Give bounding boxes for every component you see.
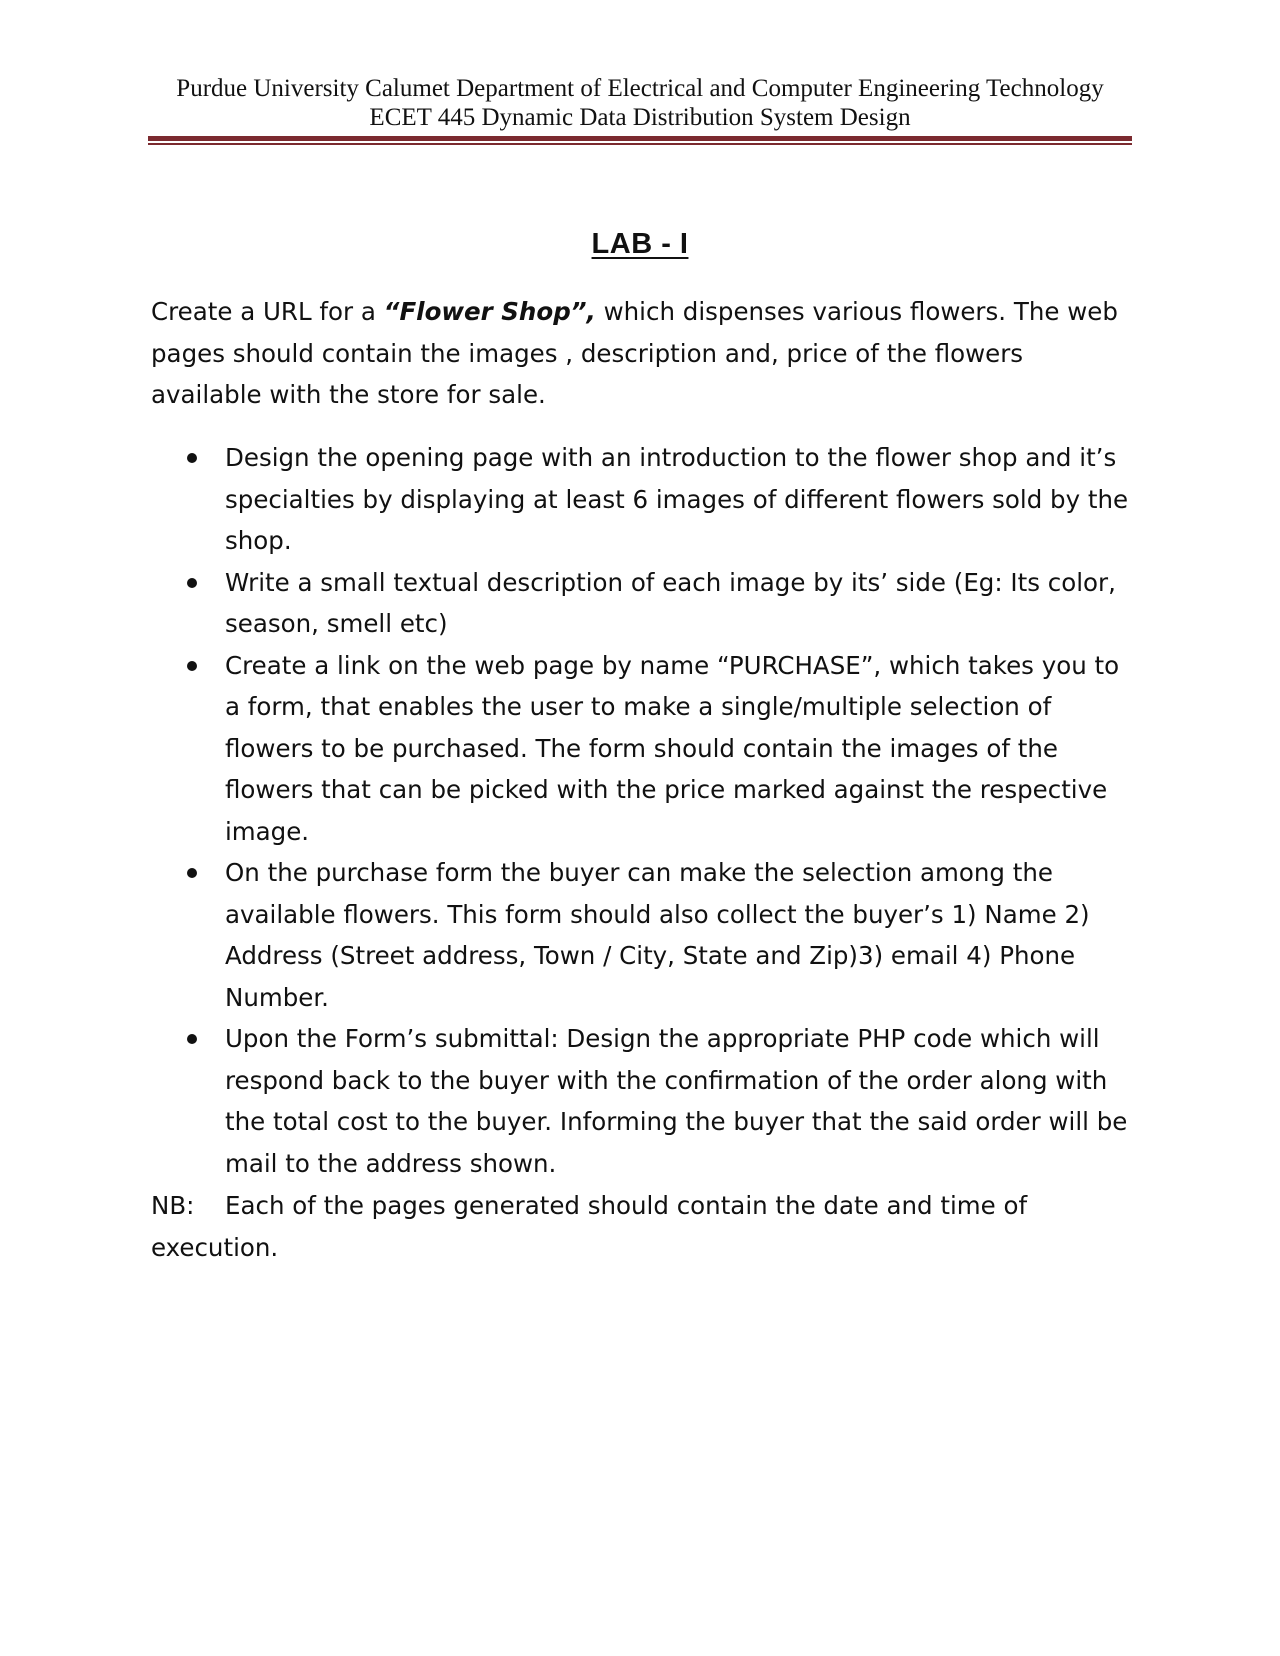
intro-text-after: which dispenses various flowers. The web pages should contain the images , description and, price of the flowers available with the store for sale. bbox=[151, 297, 1118, 409]
list-item-text: Design the opening page with an introduction to the flower shop and it’s specialties by displaying at least 6 images of different flowers sold by the shop. bbox=[225, 443, 1129, 555]
header-rule-thick bbox=[148, 136, 1132, 141]
header-institution: Purdue University Calumet Department of Electrical and Computer Engineering Technology bbox=[176, 75, 1104, 102]
list-item bbox=[151, 645, 1141, 853]
list-item-text: Upon the Form’s submittal: Design the appropriate PHP code which will respond back to the buyer with the confirmation of the order along with the total cost to the buyer. Informing the buyer that the said order will be mail to the address shown. bbox=[225, 1024, 1128, 1178]
intro-text-before: Create a URL for a bbox=[151, 297, 384, 326]
list-item-text: Write a small textual description of each image by its’ side (Eg: Its color, season, smell etc) bbox=[225, 567, 1116, 638]
note-paragraph bbox=[151, 1185, 1151, 1268]
lab-title: LAB - I bbox=[591, 228, 689, 260]
intro-paragraph bbox=[151, 291, 1131, 416]
header-rule-thin bbox=[148, 143, 1132, 145]
intro-emphasis: “Flower Shop”, bbox=[383, 297, 596, 326]
note-text: Each of the pages generated should contain the date and time of execution. bbox=[151, 1191, 1028, 1262]
bullet-icon bbox=[187, 661, 197, 671]
bullet-icon bbox=[187, 868, 197, 878]
bullet-icon bbox=[187, 578, 197, 588]
bullet-icon bbox=[187, 1034, 197, 1044]
header-course: ECET 445 Dynamic Data Distribution System Design bbox=[369, 104, 911, 131]
page-header bbox=[0, 74, 1280, 132]
list-item bbox=[151, 852, 1141, 1018]
list-item bbox=[151, 437, 1141, 562]
note-label: NB: bbox=[151, 1191, 195, 1220]
list-item bbox=[151, 1018, 1141, 1184]
list-item-text: Create a link on the web page by name “PURCHASE”, which takes you to a form, that enables the user to make a single/multiple selection of flowers to be purchased. The form should contain the images of the flowers that can be picked with the price marked against the respective image. bbox=[225, 650, 1120, 846]
list-item bbox=[151, 562, 1141, 645]
requirements-list bbox=[151, 437, 1141, 1184]
bullet-icon bbox=[187, 453, 197, 463]
list-item-text: On the purchase form the buyer can make the selection among the available flowers. This form should also collect the buyer’s 1) Name 2) Address (Street address, Town / City, State and Zip)3) email 4) Phone Number. bbox=[225, 858, 1090, 1012]
